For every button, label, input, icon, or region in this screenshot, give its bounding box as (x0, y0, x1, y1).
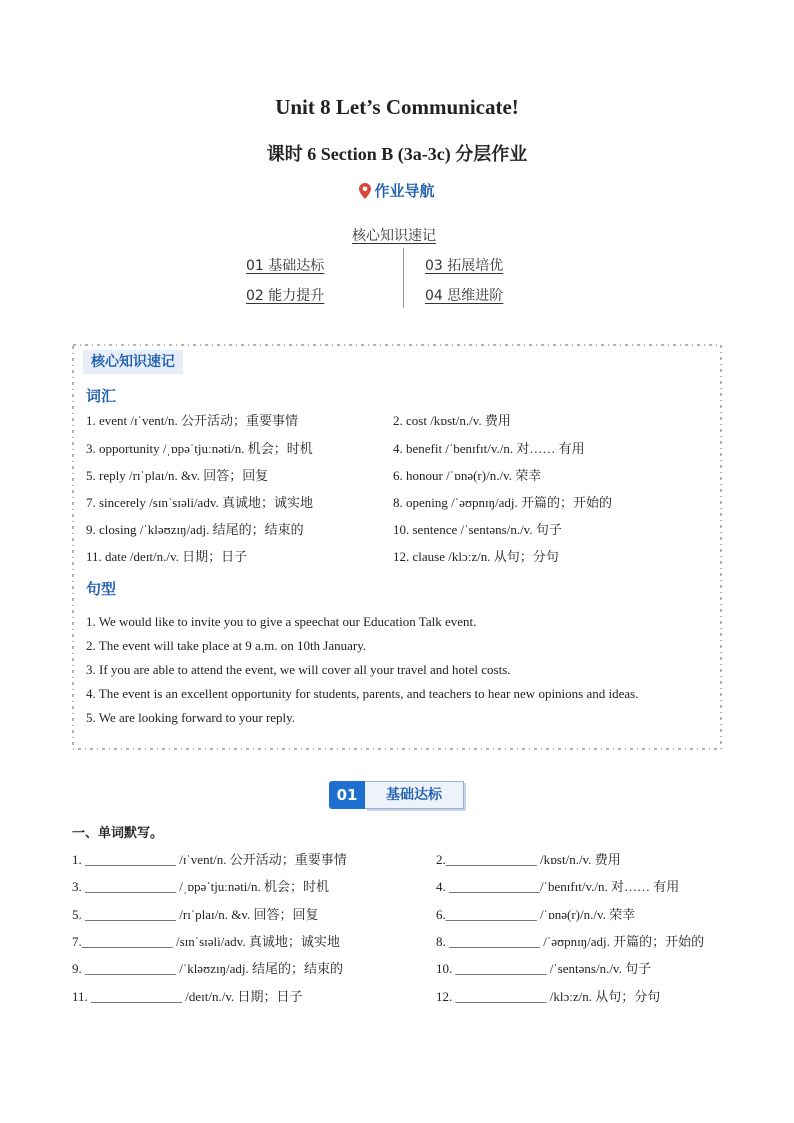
nav-link-03[interactable]: 03 拓展培优 (425, 258, 504, 274)
section-badge (329, 781, 464, 809)
sentence-item: 2. The event will take place at 9 a.m. on 10th January. (86, 638, 367, 653)
vocab-item: 1. event /ɪˈvent/n. 公开活动；重要事情 (86, 413, 298, 428)
page-subtitle: 课时 6 Section B (3a-3c) 分层作业 (266, 144, 528, 164)
sentence-heading: 句型 (86, 580, 117, 598)
vocab-item: 11. date /deɪt/n./v. 日期；日子 (86, 549, 248, 564)
exercise-item: 7.______________ /sɪnˈsɪəli/adv. 真诚地；诚实地 (72, 934, 340, 949)
nav-link-04[interactable]: 04 思维进阶 (425, 288, 504, 304)
vocab-item: 10. sentence /ˈsentəns/n./v. 句子 (393, 522, 562, 537)
vocab-item: 12. clause /klɔːz/n. 从句；分句 (393, 549, 559, 564)
sentence-item: 5. We are looking forward to your reply. (86, 710, 296, 725)
nav-link-01[interactable]: 01 基础达标 (246, 258, 325, 274)
exercise-item: 9. ______________ /ˈkləʊzɪŋ/adj. 结尾的；结束的 (72, 961, 344, 976)
nav-heading (0, 180, 794, 203)
sentence-item: 1. We would like to invite you to give a speechat our Education Talk event. (86, 614, 477, 629)
vocab-item: 9. closing /ˈkləʊzɪŋ/adj. 结尾的；结束的 (86, 522, 304, 537)
sentence-item: 4. The event is an excellent opportunity for students, parents, and teachers to hear new opinions and ideas. (86, 686, 639, 701)
nav-link-core[interactable]: 核心知识速记 (352, 228, 436, 244)
exercise-item: 12. ______________ /klɔːz/n. 从句；分句 (436, 989, 661, 1004)
location-pin-icon (359, 183, 371, 203)
exercise-item: 8. ______________ /ˈəʊpnɪŋ/adj. 开篇的；开始的 (436, 934, 705, 949)
question-heading: 一、单词默写。 (72, 826, 164, 841)
nav-title: 作业导航 (374, 182, 435, 200)
exercise-item: 2.______________ /kɒst/n./v. 费用 (436, 852, 621, 867)
exercise-item: 5. ______________ /rɪˈplaɪ/n. &v. 回答；回复 (72, 907, 319, 922)
vocab-item: 6. honour /ˈɒnə(r)/n./v. 荣幸 (393, 468, 542, 483)
vocab-item: 5. reply /rɪˈplaɪ/n. &v. 回答；回复 (86, 468, 269, 483)
vocab-item: 3. opportunity /ˌɒpəˈtjuːnəti/n. 机会；时机 (86, 441, 313, 456)
vocab-heading: 词汇 (86, 387, 117, 405)
section-label: 基础达标 (365, 781, 464, 809)
page-title: Unit 8 Let’s Communicate! (275, 95, 519, 119)
nav-link-02[interactable]: 02 能力提升 (246, 288, 325, 304)
exercise-item: 4. ______________/ˈbenɪfɪt/v./n. 对…… 有用 (436, 879, 680, 894)
exercise-item: 1. ______________ /ɪˈvent/n. 公开活动；重要事情 (72, 852, 347, 867)
exercise-item: 11. ______________ /deɪt/n./v. 日期；日子 (72, 989, 303, 1004)
nav-divider (403, 248, 404, 308)
vocab-item: 4. benefit /ˈbenɪfɪt/v./n. 对…… 有用 (393, 441, 585, 456)
exercise-item: 3. ______________ /ˌɒpəˈtjuːnəti/n. 机会；时机 (72, 879, 330, 894)
sentence-item: 3. If you are able to attend the event, we will cover all your travel and hotel costs. (86, 662, 511, 677)
vocab-item: 8. opening /ˈəʊpnɪŋ/adj. 开篇的；开始的 (393, 495, 613, 510)
exercise-item: 6.______________ /ˈɒnə(r)/n./v. 荣幸 (436, 907, 636, 922)
knowledge-box-label: 核心知识速记 (83, 350, 183, 374)
vocab-item: 7. sincerely /sɪnˈsɪəli/adv. 真诚地；诚实地 (86, 495, 313, 510)
section-number: 01 (329, 781, 365, 809)
vocab-item: 2. cost /kɒst/n./v. 费用 (393, 413, 511, 428)
exercise-item: 10. ______________ /ˈsentəns/n./v. 句子 (436, 961, 652, 976)
